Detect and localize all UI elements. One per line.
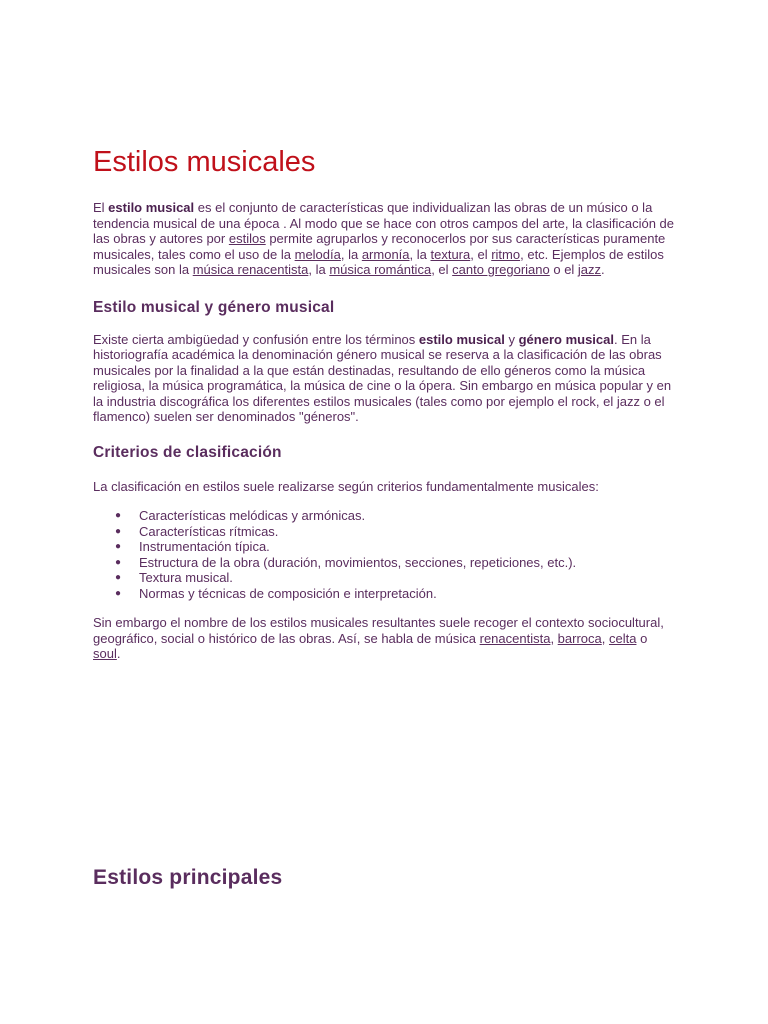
text: , (601, 630, 609, 646)
link-ritmo[interactable]: ritmo (491, 246, 521, 262)
text: , el (470, 246, 492, 262)
bold-term-estilo-musical: estilo musical (108, 200, 195, 215)
link-jazz[interactable]: jazz (577, 262, 602, 277)
text: Existe cierta ambigüedad y confusión entre los términos (93, 331, 419, 347)
text: . (601, 262, 605, 277)
list-item: ● Características rítmicas. (93, 524, 678, 540)
link-melodia[interactable]: melodía (294, 246, 341, 262)
text: y (504, 331, 519, 347)
link-canto-gregoriano[interactable]: canto gregoriano (452, 262, 550, 277)
link-celta[interactable]: celta (608, 630, 637, 646)
bold-term-genero-musical: género musical (518, 331, 614, 347)
text: , la (340, 246, 362, 262)
text: , el (431, 262, 453, 277)
text: Sin embargo el nombre de los estilos musicales resultantes suele recoger el contexto sociocultural, geográfico, social o histórico de las obras. Así, se habla de música (93, 615, 664, 646)
list-item: ● Características melódicas y armónicas. (93, 508, 678, 524)
criterios-closing-paragraph (93, 615, 678, 662)
text: . (116, 646, 121, 661)
intro-paragraph (93, 200, 678, 278)
text: permite agruparlos y reconocerlos por sus características puramente musicales, tales como el uso de la (93, 231, 666, 262)
section-paragraph-estilo-genero (93, 332, 678, 425)
link-estilos[interactable]: estilos (228, 231, 266, 246)
article-body (93, 144, 678, 662)
text: . En la historiografía académica la denominación género musical se reserva a la clasificación de las obras musicales por la finalidad a la que están destinadas, resultando de ello géneros como la música religiosa, la música programática, la música de cine o la ópera. Sin embargo en música popular y en la industria discográfica los diferentes estilos musicales (tales como por ejemplo el rock, el jazz o el flamenco) suelen ser denominados "géneros". (93, 331, 672, 424)
list-item: ● Normas y técnicas de composición e interpretación. (93, 586, 678, 602)
link-musica-renacentista[interactable]: música renacentista (192, 262, 309, 277)
text: es el conjunto de características que individualizan las obras de un músico o la tendencia musical de una época . Al modo que se hace con otros campos del arte, la clasificación de las obras y autores por (93, 200, 675, 246)
text: o (636, 630, 648, 646)
link-armonia[interactable]: armonía (361, 246, 410, 262)
text: , (550, 630, 558, 646)
section-heading-estilo-genero: Estilo musical y género musical (93, 298, 335, 316)
text: , etc. Ejemplos de estilos musicales son la (93, 246, 664, 277)
link-renacentista[interactable]: renacentista (479, 630, 551, 646)
link-barroca[interactable]: barroca (557, 630, 602, 646)
text: , la (409, 246, 431, 262)
link-textura[interactable]: textura (430, 246, 471, 262)
link-soul[interactable]: soul (93, 646, 117, 661)
page-title: Estilos musicales (93, 146, 316, 178)
list-item: ● Textura musical. (93, 570, 678, 586)
section-heading-estilos-principales: Estilos principales (93, 866, 283, 889)
bold-term-estilo-musical: estilo musical (418, 331, 505, 347)
text: , la (308, 262, 330, 277)
section-heading-criterios: Criterios de clasificación (93, 443, 282, 461)
criterios-intro: La clasificación en estilos suele realizarse según criterios fundamentalmente musicales: (93, 478, 599, 494)
text: El (93, 200, 109, 215)
criterios-list (93, 508, 678, 601)
list-item: ● Instrumentación típica. (93, 539, 678, 555)
text: o el (549, 262, 578, 277)
link-musica-romantica[interactable]: música romántica (329, 262, 432, 277)
list-item: ● Estructura de la obra (duración, movimientos, secciones, repeticiones, etc.). (93, 555, 678, 571)
